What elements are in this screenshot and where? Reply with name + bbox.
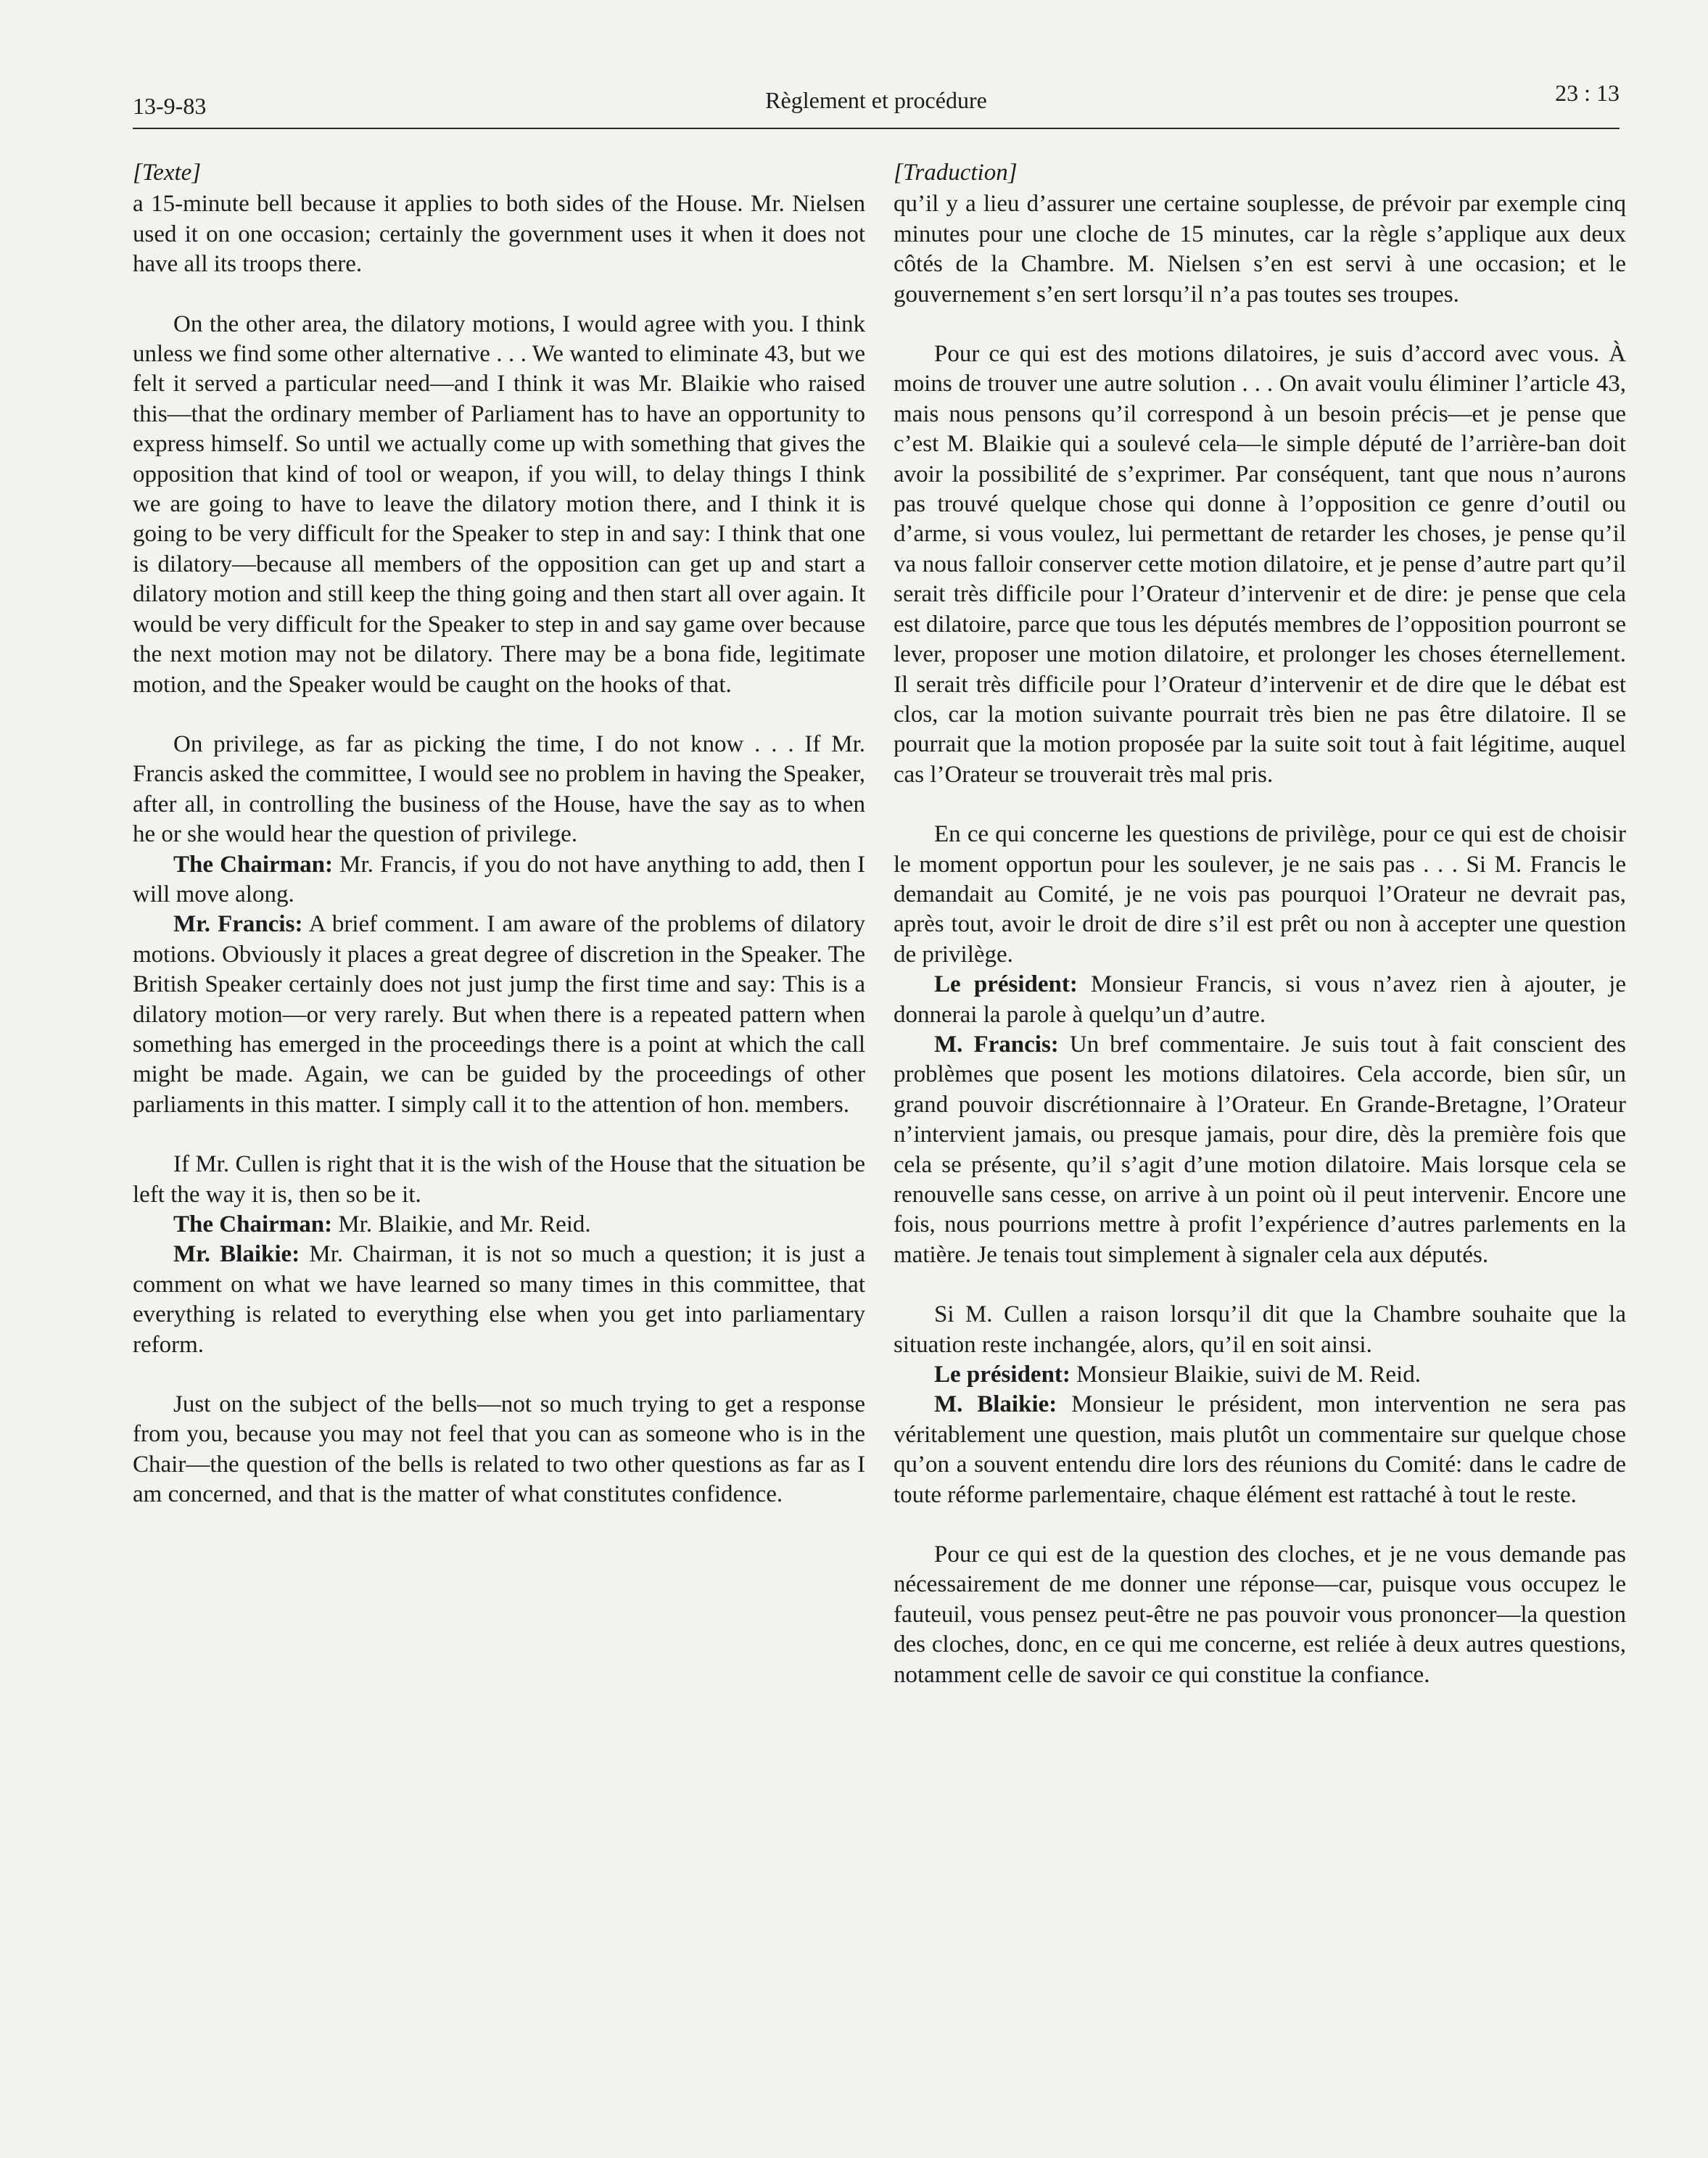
header-page-number: 23 : 13 (1555, 80, 1620, 106)
header-date: 13-9-83 (133, 93, 207, 119)
english-column (133, 158, 865, 1510)
speech-text: Monsieur Blaikie, suivi de M. Reid. (1070, 1362, 1421, 1388)
column-label: [Texte] (133, 160, 202, 186)
column-label: [Traduction] (894, 160, 1018, 186)
speech-text: Mr. Blaikie, and Mr. Reid. (332, 1211, 591, 1237)
paragraph: qu’il y a lieu d’assurer une certaine souplesse, de prévoir par exemple cinq minutes pour une cloche de 15 minutes, car la règle s’applique aux deux côtés de la Chambre. M. Nielsen s’en est servi à une occasion; et le gouvernement s’en sert lorsqu’il n’a pas toutes ses troupes. (894, 191, 1626, 308)
paragraph: On the other area, the dilatory motions, I would agree with you. I think unless we find some other alternative . . . We wanted to eliminate 43, but we felt it served a particular need—and I think it was Mr. Blaikie who raised this—that the ordinary member of Parliament has to have an opportunity to express himself. So until we actually come up with something that gives the opposition that kind of tool or weapon, if you will, to delay things I think we are going to have to leave the dilatory motion there, and I think it is going to be very difficult for the Speaker to step in and say: I think that one is dilatory—because all members of the opposition can get up and start a dilatory motion and still keep the thing going and then start all over again. It would be very difficult for the Speaker to step in and say game over because the next motion may not be dilatory. There may be a bona fide, legitimate motion, and the Speaker would be caught on the hooks of that. (133, 310, 865, 698)
speaker-name: M. Francis: (934, 1031, 1059, 1058)
speaker-name: Le président: (934, 1362, 1070, 1388)
page-header (133, 78, 1620, 129)
header-title: Règlement et procédure (765, 87, 987, 113)
speech-text: Mr. Francis, if you do not have anything to add, then I will move along. (133, 851, 865, 907)
paragraph: If Mr. Cullen is right that it is the wish of the House that the situation be left the way it is, then so be it. (133, 1151, 865, 1208)
paragraph: Pour ce qui est de la question des cloches, et je ne vous demande pas nécessairement de me donner une réponse—car, puisque vous occupez le fauteuil, vous pensez peut-être ne pas pouvoir vous prononcer—la question des cloches, donc, en ce qui me concerne, est reliée à deux autres questions, notamment celle de savoir ce qui constitue la confiance. (894, 1541, 1626, 1688)
speaker-name: Mr. Francis: (173, 911, 303, 938)
speaker-name: M. Blaikie: (934, 1391, 1057, 1418)
speaker-paragraph (133, 850, 865, 910)
speaker-name: Le président: (934, 971, 1078, 998)
speaker-paragraph (133, 910, 865, 1120)
speaker-paragraph (133, 1210, 865, 1240)
header-rule (133, 128, 1620, 129)
speech-text: Un bref commentaire. Je suis tout à fait conscient des problèmes que posent les motions dilatoires. Cela accorde, bien sûr, un grand pouvoir discrétionnaire à l’Orateur. En Grande-Bretagne, l’Orateur n’intervient jamais, ou presque jamais, pour dire, dès la première fois que cela se présente, qu’il s’agit d’une motion dilatoire. Mais lorsque cela se renouvelle sans cesse, on arrive à un point où il peut intervenir. Encore une fois, nous pourrions mettre à profit l’expérience d’autres parlements en la matière. Je tenais tout simplement à signaler cela aux députés. (894, 1031, 1627, 1268)
paragraph: Si M. Cullen a raison lorsqu’il dit que la Chambre souhaite que la situation reste inchangée, alors, qu’il en soit ainsi. (894, 1301, 1626, 1358)
speaker-name: The Chairman: (173, 1211, 333, 1237)
speech-text: Mr. Chairman, it is not so much a question; it is just a comment on what we have learned so many times in this committee, that everything is related to everything else when you get into parliamentary reform. (133, 1241, 865, 1358)
paragraph: a 15-minute bell because it applies to both sides of the House. Mr. Nielsen used it on one occasion; certainly the government uses it when it does not have all its troops there. (133, 191, 865, 278)
speaker-name: Mr. Blaikie: (173, 1241, 300, 1268)
speech-text: Monsieur Francis, si vous n’avez rien à ajouter, je donnerai la parole à quelqu’un d’autre. (894, 971, 1626, 1028)
paragraph: On privilege, as far as picking the time, I do not know . . . If Mr. Francis asked the committee, I would see no problem in having the Speaker, after all, in controlling the business of the House, have the say as to when he or she would hear the question of privilege. (133, 730, 865, 848)
speaker-name: The Chairman: (173, 851, 333, 878)
speech-text: Monsieur le président, mon intervention ne sera pas véritablement une question, mais plutôt un commentaire sur quelque chose qu’on a souvent entendu dire lors des réunions du Comité: dans le cadre de toute réforme parlementaire, chaque élément est rattaché à tout le reste. (894, 1391, 1627, 1508)
speaker-paragraph (894, 1030, 1626, 1270)
paragraph: Just on the subject of the bells—not so much trying to get a response from you, because you may not feel that you can as someone who is in the Chair—the question of the bells is related to two other questions as far as I am concerned, and that is the matter of what constitutes confidence. (133, 1391, 865, 1508)
french-column (894, 158, 1626, 1690)
speaker-paragraph (133, 1240, 865, 1360)
speaker-paragraph (894, 1390, 1626, 1510)
paragraph: Pour ce qui est des motions dilatoires, je suis d’accord avec vous. À moins de trouver une autre solution . . . On avait voulu éliminer l’article 43, mais nous pensons qu’il correspond à un besoin précis—et je pense que c’est M. Blaikie qui a soulevé cela—le simple député de l’arrière-ban doit avoir la possibilité de s’exprimer. Par conséquent, tant que nous n’aurons pas trouvé quelque chose qui donne à l’opposition ce genre d’outil ou d’arme, si vous voulez, lui permettant de retarder les choses, je pense qu’il va nous falloir conserver cette motion dilatoire, et je pense d’autre part qu’il serait très difficile pour l’Orateur d’intervenir et de dire: je pense que cela est dilatoire, parce que tous les députés membres de l’opposition pourront se lever, proposer une motion dilatoire, et prolonger les choses éternellement. Il serait très difficile pour l’Orateur d’intervenir et de dire que le débat est clos, car la motion suivante pourrait très bien ne pas être dilatoire. Il se pourrait que la motion proposée par la suite soit tout à fait légitime, auquel cas l’Orateur se trouverait très mal pris. (894, 341, 1626, 788)
paragraph: En ce qui concerne les questions de privilège, pour ce qui est de choisir le moment opportun pour les soulever, je ne sais pas . . . Si M. Francis le demandait au Comité, je ne vois pas pourquoi l’Orateur ne devrait pas, après tout, avoir le droit de dire s’il est prêt ou non à accepter une question de privilège. (894, 821, 1626, 968)
speaker-paragraph (894, 1360, 1626, 1390)
speech-text: A brief comment. I am aware of the problems of dilatory motions. Obviously it places a great degree of discretion in the Speaker. The British Speaker certainly does not just jump the first time and say: This is a dilatory motion—or very rarely. But when there is a repeated pattern when something has emerged in the proceedings there is a point at which the call might be made. Again, we can be guided by the proceedings of other parliaments in this matter. I simply call it to the attention of hon. members. (133, 911, 865, 1118)
speaker-paragraph (894, 970, 1626, 1030)
